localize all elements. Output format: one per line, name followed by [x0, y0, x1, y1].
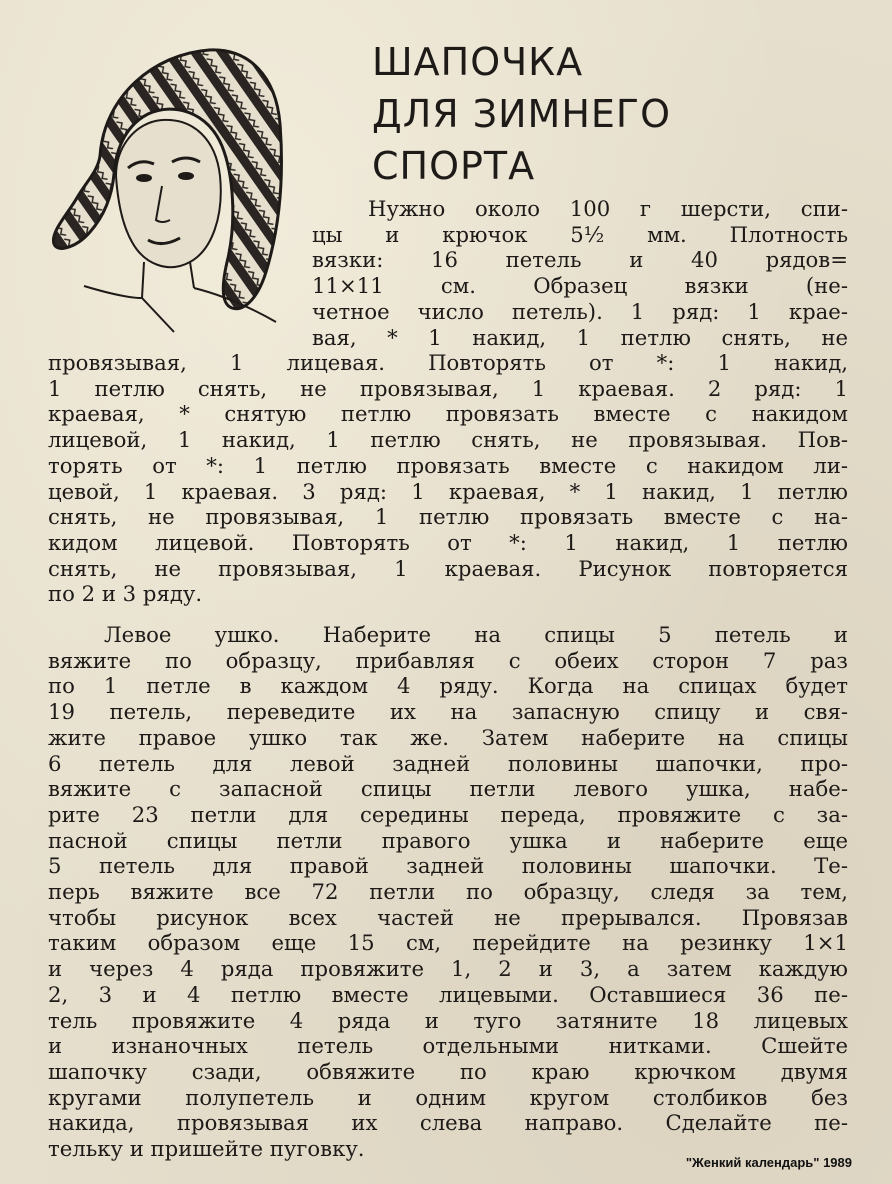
text-line: кидом лицевой. Повторять от *: 1 накид, 1 петлю: [48, 529, 848, 555]
text-line: 2, 3 и 4 петлю вместе лицевыми. Оставшиеся 36 пе-: [48, 981, 848, 1007]
text-line: лицевой, 1 накид, 1 петлю снять, не провязывая. Пов-: [48, 427, 848, 453]
text-line: кругами полупетель и одним кругом столбиков без: [48, 1084, 848, 1110]
text-line: цы и крючок 5½ мм. Плотность: [312, 221, 848, 247]
source-credit: "Женкий календарь" 1989: [685, 1155, 852, 1170]
title-line: ШАПОЧКА: [372, 40, 584, 84]
text-line: провязывая, 1 лицевая. Повторять от *: 1 накид,: [48, 350, 848, 375]
intro-text-narrow: [312, 196, 848, 350]
text-line: снять, не провязывая, 1 петлю провязать вместе с на-: [48, 504, 848, 530]
text-line: шапочку сзади, обвяжите по краю крючком двумя: [48, 1058, 848, 1084]
text-line: перь вяжите все 72 петли по образцу, следя за тем,: [48, 879, 848, 905]
text-line: вяжите по образцу, прибавляя с обеих сторон 7 раз: [48, 647, 848, 673]
text-line: снять, не провязывая, 1 краевая. Рисунок повторяется: [48, 555, 848, 581]
text-line: 1 петлю снять, не провязывая, 1 краевая. 2 ряд: 1: [48, 375, 848, 401]
text-line: Левое ушко. Наберите на спицы 5 петель и: [104, 622, 848, 647]
text-line: жите правое ушко так же. Затем наберите на спицы: [48, 724, 848, 750]
text-line: по 2 и 3 ряду.: [48, 581, 203, 607]
text-line: тельку и пришейте пуговку.: [48, 1136, 365, 1162]
text-line: по 1 петле в каждом 4 ряду. Когда на спицах будет: [48, 673, 848, 699]
text-line: 5 петель для правой задней половины шапочки. Те-: [48, 853, 848, 879]
text-line: краевая, * снятую петлю провязать вместе с накидом: [48, 401, 848, 427]
text-line: торять от *: 1 петлю провязать вместе с накидом ли-: [48, 452, 848, 478]
text-line: вяжите с запасной спицы петли левого ушка, набе-: [48, 776, 848, 802]
knitted-hat-illustration: [44, 36, 294, 336]
article-title: [372, 36, 872, 192]
text-line: вая, * 1 накид, 1 петлю снять, не: [312, 324, 848, 350]
title-line: ДЛЯ ЗИМНЕГО: [372, 92, 671, 136]
text-line: вязки: 16 петель и 40 рядов=: [312, 247, 848, 273]
text-line: четное число петель). 1 ряд: 1 крае-: [312, 298, 848, 324]
text-line: чтобы рисунок всех частей не прерывался. Провязав: [48, 904, 848, 930]
text-line: рите 23 петли для середины переда, провяжите с за-: [48, 801, 848, 827]
text-line: цевой, 1 краевая. 3 ряд: 1 краевая, * 1 накид, 1 петлю: [48, 478, 848, 504]
text-line: накида, провязывая их слева направо. Сделайте пе-: [48, 1110, 848, 1136]
text-line: тель провяжите 4 ряда и туго затяните 18 лицевых: [48, 1007, 848, 1033]
text-line: 6 петель для левой задней половины шапочки, про-: [48, 750, 848, 776]
title-line: СПОРТА: [372, 144, 536, 188]
text-line: и изнаночных петель отдельными нитками. Сшейте: [48, 1033, 848, 1059]
text-line: 19 петель, переведите их на запасную спицу и свя-: [48, 699, 848, 725]
text-line: пасной спицы петли правого ушка и наберите еще: [48, 827, 848, 853]
text-line: Нужно около 100 г шерсти, спи-: [368, 196, 848, 221]
text-line: 11×11 см. Образец вязки (не-: [312, 273, 848, 299]
intro-text-wide: [48, 350, 848, 607]
text-line: и через 4 ряда провяжите 1, 2 и 3, а затем каждую: [48, 956, 848, 982]
text-line: таким образом еще 15 см, перейдите на резинку 1×1: [48, 930, 848, 956]
instructions-paragraph: [48, 622, 848, 1162]
